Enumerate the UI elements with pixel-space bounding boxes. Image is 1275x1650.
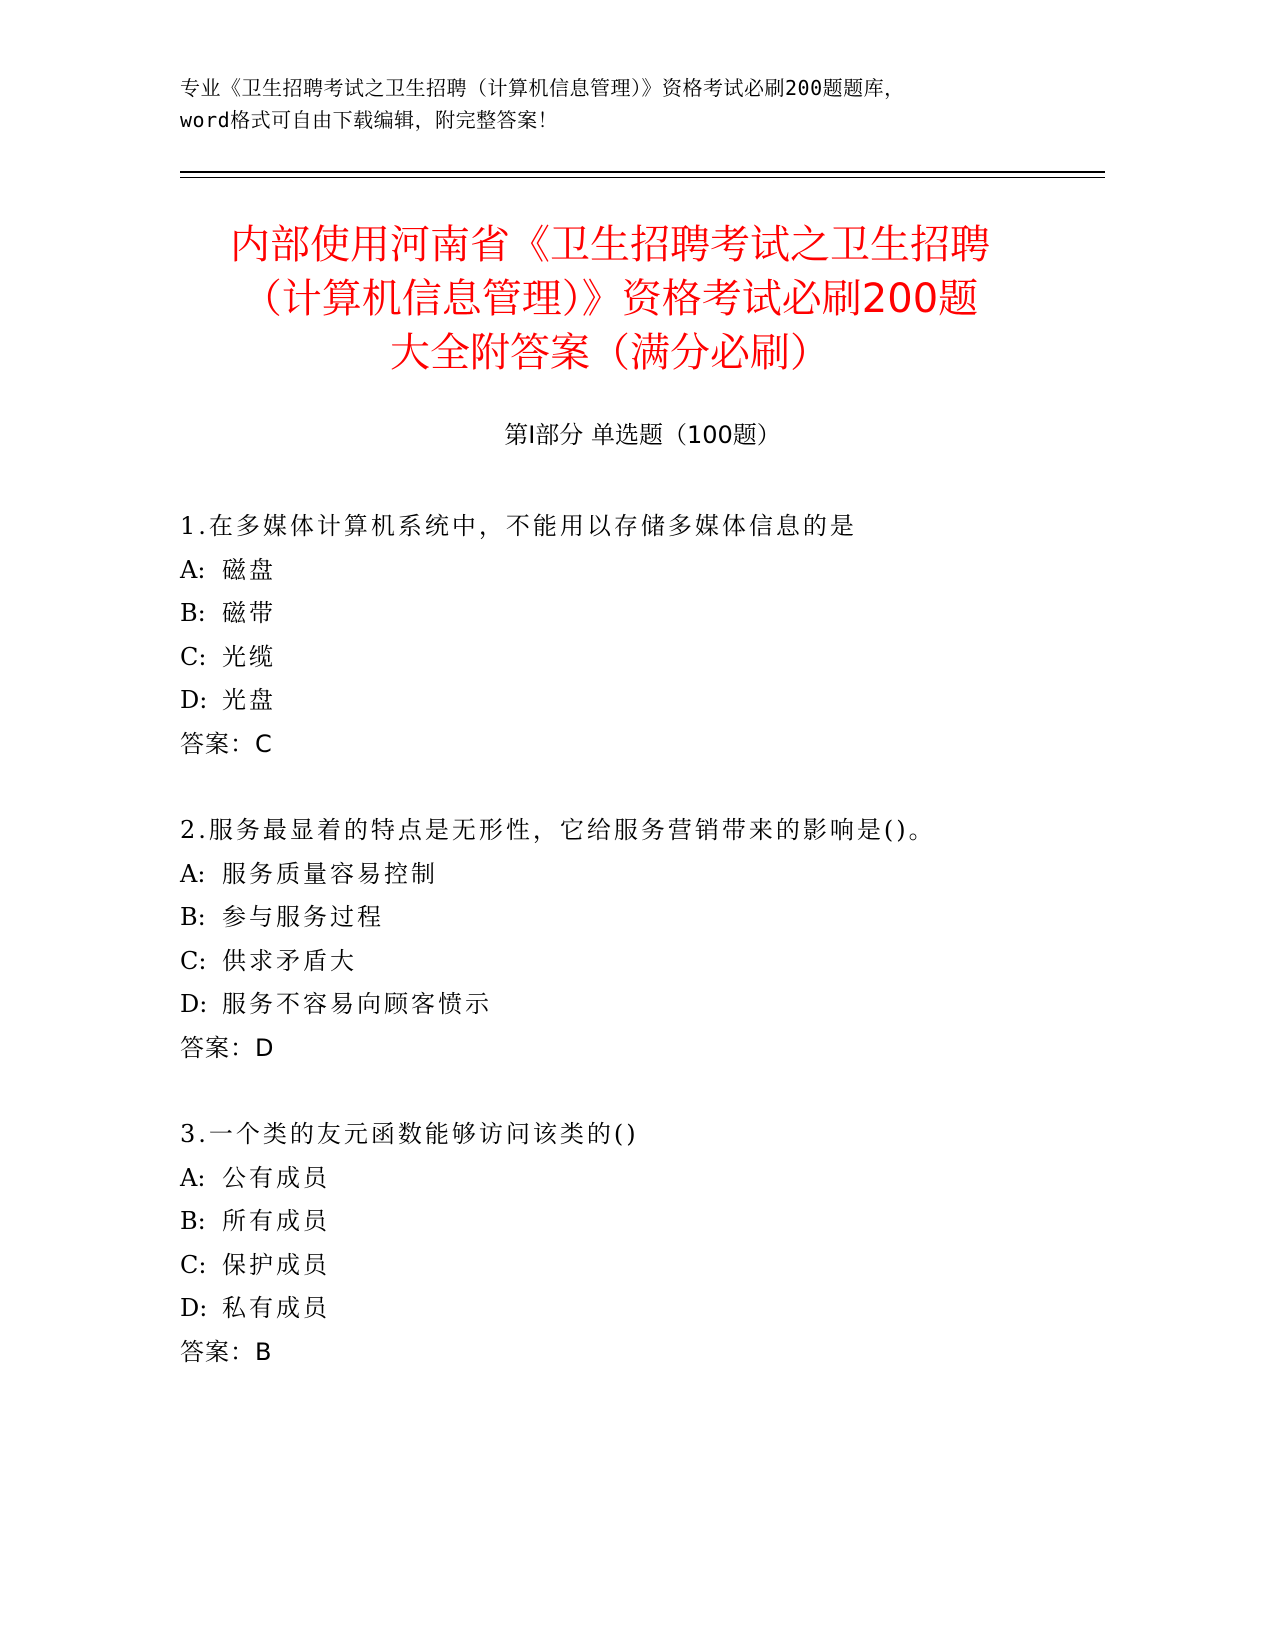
header-divider-thick [180,171,1105,173]
option-text: 参与服务过程 [222,903,384,931]
option-letter: B: [180,599,206,627]
option-letter: A: [180,1163,206,1192]
option-letter: D: [180,990,208,1018]
option-text: 磁盘 [222,555,276,584]
header-note-line-1: 专业《卫生招聘考试之卫生招聘（计算机信息管理）》资格考试必刷200题题库， [180,76,905,100]
option-text: 服务质量容易控制 [222,859,438,888]
question-stem: 3.一个类的友元函数能够访问该类的() [180,1120,639,1148]
option-a [180,549,1105,593]
document-title-line-3: 大全附答案（满分必刷） [390,330,830,376]
question-list [180,505,1105,1417]
option-b [180,1200,1105,1244]
option-letter: C: [180,1250,207,1279]
section-title: 第Ⅰ部分 单选题（100题） [504,421,781,449]
option-d [180,679,1105,723]
option-c [180,1244,1105,1288]
option-a [180,1157,1105,1201]
option-text: 公有成员 [222,1163,330,1192]
option-letter: A: [180,859,206,888]
option-text: 光缆 [222,642,276,671]
header-note-line-2: word格式可自由下载编辑，附完整答案！ [180,108,559,132]
question-item [180,1113,1105,1374]
option-text: 光盘 [222,686,276,714]
option-b [180,896,1105,940]
answer-line: 答案：C [180,729,273,758]
option-letter: B: [180,903,206,931]
question-item [180,505,1105,766]
option-c [180,636,1105,680]
option-letter: D: [180,686,208,714]
option-c [180,940,1105,984]
option-letter: D: [180,1294,208,1322]
option-text: 供求矛盾大 [222,946,357,975]
document-title [170,218,1050,380]
option-text: 服务不容易向顾客愤示 [222,990,492,1018]
question-stem: 1.在多媒体计算机系统中，不能用以存储多媒体信息的是 [180,512,857,540]
option-letter: A: [180,555,206,584]
option-a [180,853,1105,897]
answer-line: 答案：D [180,1033,275,1062]
option-text: 保护成员 [222,1250,330,1279]
document-title-line-2: （计算机信息管理）》资格考试必刷200题 [241,276,979,322]
document-title-line-1: 内部使用河南省《卫生招聘考试之卫生招聘 [230,222,990,268]
option-text: 磁带 [222,599,276,627]
question-item [180,809,1105,1070]
header-divider-thin [180,177,1105,178]
option-letter: B: [180,1207,206,1235]
option-text: 所有成员 [222,1207,330,1235]
question-stem: 2.服务最显着的特点是无形性，它给服务营销带来的影响是()。 [180,816,936,844]
option-text: 私有成员 [222,1294,330,1322]
option-d [180,983,1105,1027]
option-d [180,1287,1105,1331]
header-note [180,72,1080,136]
option-letter: C: [180,642,207,671]
answer-line: 答案：B [180,1337,273,1366]
option-b [180,592,1105,636]
option-letter: C: [180,946,207,975]
